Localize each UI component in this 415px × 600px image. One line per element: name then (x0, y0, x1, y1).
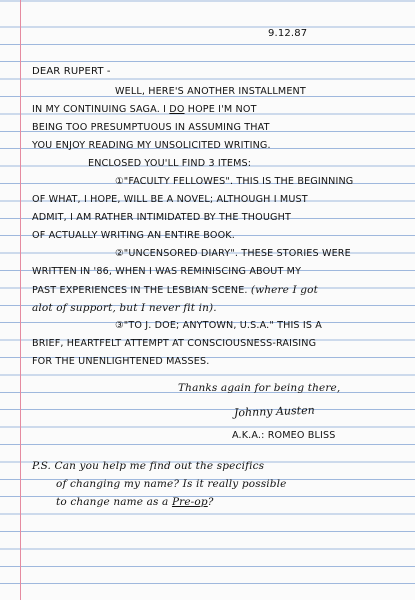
item-2-line-1: ②"UNCENSORED DIARY". THESE STORIES WERE (115, 248, 351, 259)
margin-line (20, 0, 21, 600)
item-2-aside: (where I got (250, 284, 319, 296)
item-2-line-4: alot of support, but I never fit in). (32, 302, 217, 314)
item-2-line-3 (32, 284, 318, 296)
postscript-line-3-end: ? (207, 496, 214, 508)
item-2-line-3-text: PAST EXPERIENCES IN THE LESBIAN SCENE. (32, 285, 248, 296)
letter-date: 9.12.87 (268, 28, 308, 39)
emphasized-do: DO (169, 104, 185, 115)
postscript-line-3 (56, 496, 214, 508)
items-intro: ENCLOSED YOU'LL FIND 3 ITEMS: (88, 158, 252, 169)
item-3-line-2: BRIEF, HEARTFELT ATTEMPT AT CONSCIOUSNESS-RAISING (32, 338, 317, 349)
postscript-line-3-start: to change name as a (56, 496, 172, 508)
item-3-line-1: ③"TO J. DOE; ANYTOWN, U.S.A." THIS IS A (115, 320, 322, 331)
item-2-line-2: WRITTEN IN '86, WHEN I WAS REMINISCING ABOUT MY (32, 266, 302, 277)
paragraph-1-line-2 (32, 104, 257, 115)
item-1-line-1: ①"FACULTY FELLOWES". THIS IS THE BEGINNING (115, 176, 354, 187)
postscript-line-2: of changing my name? Is it really possible (56, 478, 287, 490)
paragraph-1-line-1: WELL, HERE'S ANOTHER INSTALLMENT (115, 86, 306, 97)
item-3-line-3: FOR THE UNENLIGHTENED MASSES. (32, 356, 210, 367)
emphasized-pre-op: Pre-op (171, 496, 208, 508)
paragraph-1-line-2-end: HOPE I'M NOT (184, 104, 257, 115)
paragraph-1-line-2-start: IN MY CONTINUING SAGA. I (32, 104, 170, 115)
closing-line: Thanks again for being there, (178, 382, 341, 394)
item-1-line-2: OF WHAT, I HOPE, WILL BE A NOVEL; ALTHOUGH I MUST (32, 194, 308, 205)
salutation: DEAR RUPERT - (32, 66, 111, 77)
item-1-line-4: OF ACTUALLY WRITING AN ENTIRE BOOK. (32, 230, 235, 241)
paragraph-1-line-3: BEING TOO PRESUMPTUOUS IN ASSUMING THAT (32, 122, 270, 133)
paragraph-1-line-4: YOU ENJOY READING MY UNSOLICITED WRITING. (32, 140, 271, 151)
aka-line: A.K.A.: ROMEO BLISS (232, 430, 336, 441)
postscript-line-1: P.S. Can you help me find out the specifics (32, 460, 265, 472)
signature: Johnny Austen (233, 403, 315, 420)
item-1-line-3: ADMIT, I AM RATHER INTIMIDATED BY THE THOUGHT (32, 212, 291, 223)
